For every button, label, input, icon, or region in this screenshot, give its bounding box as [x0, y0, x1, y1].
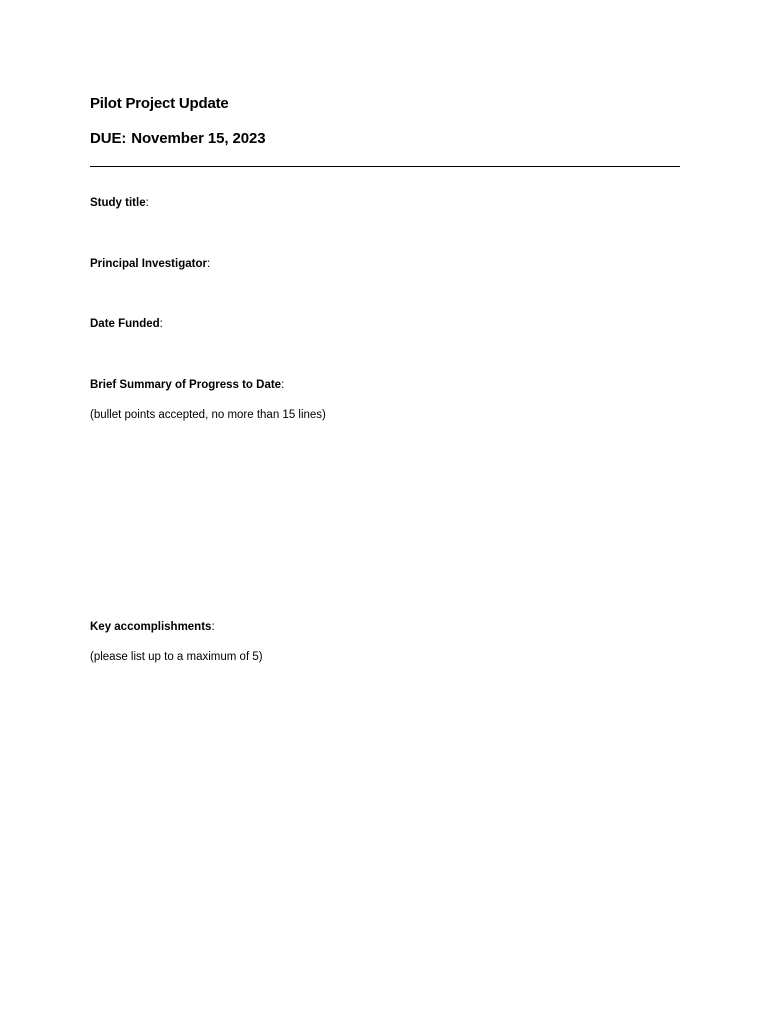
due-line [90, 130, 265, 147]
document-title: Pilot Project Update [90, 95, 229, 112]
date-funded-colon: : [159, 318, 163, 330]
key-accomplishments-note: (please list up to a maximum of 5) [90, 651, 263, 663]
summary-label: Brief Summary of Progress to Date [90, 379, 282, 391]
key-accomplishments-label: Key accomplishments [90, 621, 212, 633]
key-accomplishments-colon: : [211, 621, 215, 633]
due-date: November 15, 2023 [131, 130, 266, 147]
principal-investigator-colon: : [206, 258, 211, 270]
study-title-label: Study title [90, 197, 146, 209]
study-title-field [90, 197, 149, 209]
principal-investigator-label: Principal Investigator [90, 258, 207, 270]
date-funded-field [90, 318, 163, 330]
date-funded-label: Date Funded [90, 318, 160, 330]
summary-note: (bullet points accepted, no more than 15 lines) [90, 409, 326, 421]
key-accomplishments-field [90, 621, 215, 633]
summary-colon: : [281, 379, 285, 391]
study-title-colon: : [145, 197, 149, 209]
due-label: DUE: [90, 130, 127, 147]
principal-investigator-field [90, 258, 210, 270]
summary-field [90, 379, 284, 391]
horizontal-rule [90, 166, 680, 167]
